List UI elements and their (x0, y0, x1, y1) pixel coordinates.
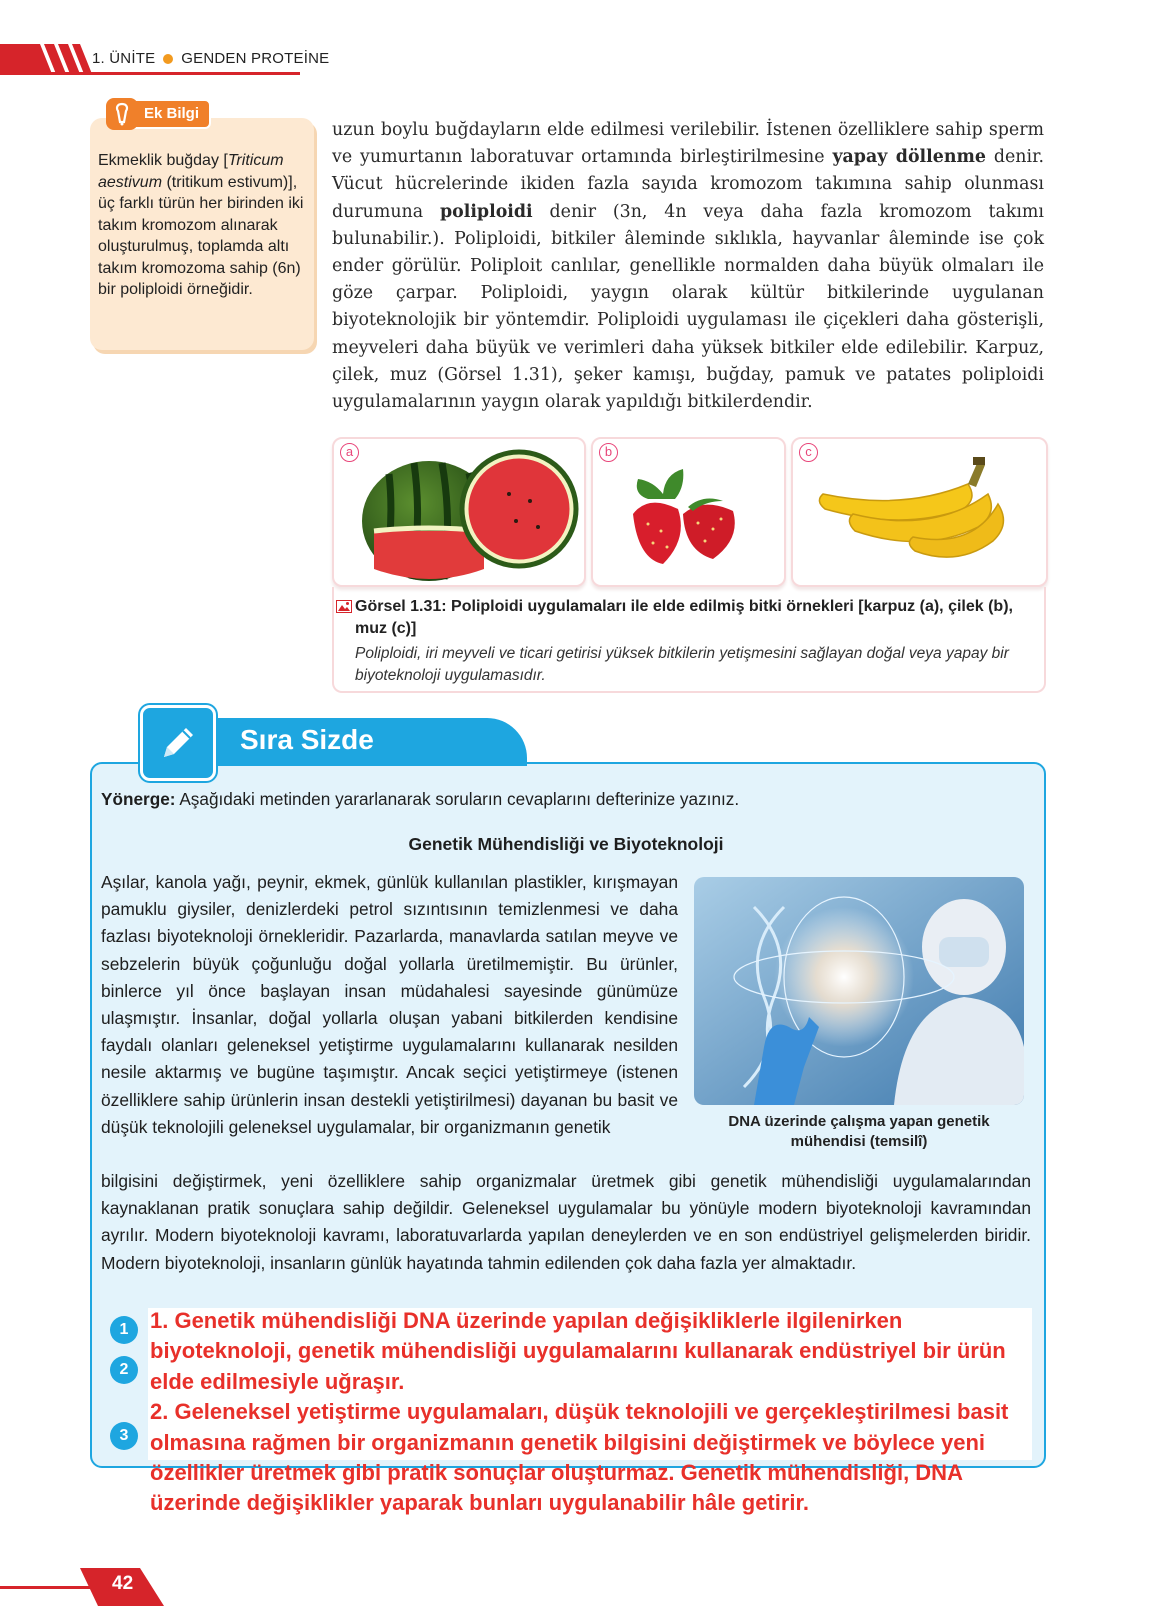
figure-label-b: b (599, 443, 618, 462)
header-line (0, 72, 300, 75)
answer-1: 1. Genetik mühendisliği DNA üzerinde yapılan değişikliklerle ilgilenirken biyoteknoloji, genetik mühendisliği uygulamalarını kullanarak endüstriyel bir ürün elde edilmesiyle uğraşır. (150, 1308, 1006, 1394)
sira-sizde-title: Sıra Sizde (240, 724, 374, 755)
ek-species-name: Triticum aestivum (98, 152, 284, 191)
image-caption-icon (336, 600, 352, 613)
watermelon-image (334, 439, 584, 585)
term-yapay-dollenme: yapay döllenme (832, 147, 986, 168)
ek-text-part1: Ekmeklik buğday [ (98, 152, 228, 169)
question-number-1: 1 (110, 1316, 138, 1344)
main-para-part2: denir. Vücut hücrelerinde ikiden fazla sayıda kromozom takımına sahip olunması durumuna (332, 147, 1044, 222)
image-card-banana (791, 437, 1048, 587)
image-card-strawberry (591, 437, 786, 587)
page-number: 42 (112, 1573, 134, 1594)
strawberry-image (593, 439, 784, 585)
figure-caption-text: Poliploidi, iri meyveli ve ticari getirisi yüksek bitkilerin yetişmesini sağlayan doğal veya yapay bir biyoteknoloji uygulamasıdır. (355, 645, 1009, 684)
figure-caption-title: Görsel 1.31: Poliploidi uygulamaları ile elde edilmiş bitki örnekleri [karpuz (a), çilek (b), muz (c)] (355, 598, 1013, 637)
info-key-icon (106, 98, 138, 130)
header-unit: 1. ÜNİTE (92, 50, 156, 67)
main-para-part1: uzun boylu buğdayların elde edilmesi verilebilir. İstenen özelliklere sahip sperm ve yumurtanın laboratuvar ortamında birleştirilmesine (332, 120, 1044, 168)
yonerge-label: Yönerge: (101, 789, 176, 809)
main-paragraph (332, 117, 1044, 416)
header-stripes (0, 38, 95, 74)
main-para-part3: denir (3n, 4n veya daha fazla kromozom takımı bulunabilir.). Poliploidi, bitkiler âleminde sıklıkla, hayvanlar âleminde ise çok ender görülür. Poliploit canlılar, genellikle normalden daha büyük olmaları ile göze çarpar. Poliploidi, yaygın olarak kültür bitkilerinde uygulanan biyoteknolojik bir yöntemdir. Poliploidi uygulaması ile çiçekleri daha gösterişli, meyveleri daha büyük ve verimleri daha yüksek bitkiler elde edilebilir. Karpuz, çilek, muz (Görsel 1.31), şeker kamışı, buğday, pamuk ve patates poliploidi uygulamalarının yaygın olarak yapıldığı bitkilerdendir. (332, 201, 1044, 413)
figure-label-a: a (340, 443, 359, 462)
answer-2: 2. Geleneksel yetiştirme uygulamaları, düşük teknolojili ve gerçekleştirilmesi basit olmasına rağmen bir organizmanın genetik bilgisini değiştirmek ve böylece yeni özellikler üretmek gibi pratik sonuçlar oluşturmaz. Genetik mühendisliği, DNA üzerinde değişiklikler yaparak bunları uygulanabilir hâle getirir. (150, 1399, 1009, 1516)
reading-paragraph-bottom: bilgisini değiştirmek, yeni özelliklere sahip organizmalar üretmek gibi genetik mühendisliği uygulamalarından kaynaklanan pratik sonuçlara sahip değildir. Geleneksel uygulamalar bu yönüyle modern biyoteknoloji kavramından ayrılır. Modern biyoteknoloji kavramı, laboratuvarlarda yapılan deneylerden ve en son endüstriyel gelişmelerden biridir. Modern biyoteknoloji, insanların günlük hayatında tahmin edilenden çok daha fazla yer almaktadır. (101, 1171, 1031, 1273)
term-poliploidi: poliploidi (439, 201, 533, 222)
question-number-2: 2 (110, 1356, 138, 1384)
header-dot-icon (163, 54, 173, 64)
question-number-3: 3 (110, 1422, 138, 1450)
banana-image (793, 439, 1046, 585)
header-breadcrumb (92, 50, 329, 67)
reading-title: Genetik Mühendisliği ve Biyoteknoloji (408, 834, 724, 854)
yonerge-instruction (101, 789, 1031, 810)
ek-bilgi-label: Ek Bilgi (134, 99, 211, 129)
answers-block (150, 1306, 1040, 1519)
reading-paragraph-top: Aşılar, kanola yağı, peynir, ekmek, günlük kullanılan plastikler, kırışmayan pamuklu giysiler, denizlerdeki petrol sızıntısının temizlenmesi ve daha fazlası biyoteknoloji örnekleridir. Pazarlarda, manavlarda satılan meyve ve sebzelerin büyük çoğunluğu doğal yollarla üretilmemiştir. Bu ürünler, binlerce yıl önce başlayan insan müdahalesi sayesinde günümüze ulaşmıştır. İnsanlar, doğal yollarla oluşan yabani bitkilerden kendisine faydalı olanları geleneksel yetiştirme uygulamalarını kullanarak nesilden nesile aktarmış ve bugüne taşımıştır. Ancak seçici yetiştirmeye (istenen özelliklere sahip ürünlerin insan destekli yetiştirilmesi) dayanan bu basit ve düşük teknolojili geleneksel uygulamalar, bir organizmanın genetik (101, 872, 678, 1137)
ek-bilgi-text (98, 150, 308, 301)
pencil-icon (140, 705, 216, 781)
ek-text-part2: (tritikum estivum)], üç farklı türün her birinden iki takım kromozom alınarak oluşturulmuş, toplamda altı takım kromozoma sahip (6n) bir poliploidi örneğidir. (98, 173, 304, 298)
dna-engineer-image (694, 877, 1024, 1105)
yonerge-text: Aşağıdaki metinden yararlanarak soruların cevaplarını defterinize yazınız. (175, 789, 740, 809)
dna-image-caption: DNA üzerinde çalışma yapan genetik mühendisi (temsilî) (728, 1113, 990, 1150)
figure-label-c: c (799, 443, 818, 462)
image-card-watermelon (332, 437, 586, 587)
header-topic: GENDEN PROTEİNE (181, 50, 330, 67)
ek-bilgi-badge (106, 98, 211, 130)
